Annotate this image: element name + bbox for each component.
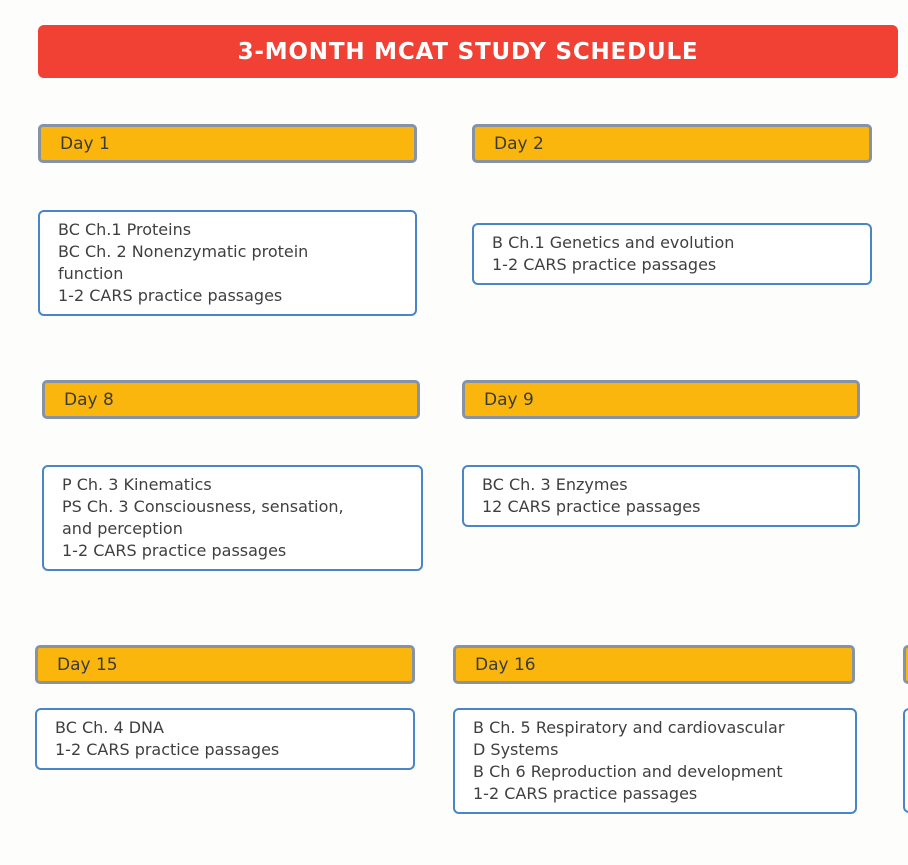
task-line: 1-2 CARS practice passages [55, 740, 280, 759]
task-line: B Ch. 5 Respiratory and cardiovascular [473, 718, 785, 737]
task-line: function [58, 264, 124, 283]
day-8-tasks [42, 465, 423, 571]
day-2-label: Day 2 [494, 133, 544, 154]
day-1-header [38, 124, 417, 163]
task-line: 1-2 CARS practice passages [58, 286, 283, 305]
day-1-tasks [38, 210, 417, 316]
task-line: 12 CARS practice passages [482, 497, 701, 516]
task-line: B Ch.1 Genetics and evolution [492, 233, 735, 252]
day-2-header [472, 124, 872, 163]
task-line: BC Ch. 4 DNA [55, 718, 164, 737]
task-line: 1-2 CARS practice passages [492, 255, 717, 274]
day-15-header [35, 645, 415, 684]
day-8-label: Day 8 [64, 389, 114, 410]
day-8-header [42, 380, 420, 419]
day-9-tasks [462, 465, 860, 527]
task-line: BC Ch. 2 Nonenzymatic protein [58, 242, 309, 261]
day-1-label: Day 1 [60, 133, 110, 154]
day-9-header [462, 380, 860, 419]
page-title: 3-MONTH MCAT STUDY SCHEDULE [38, 25, 898, 78]
day-16-tasks [453, 708, 857, 814]
task-line: BC Ch.1 Proteins [58, 220, 192, 239]
task-line: BC Ch. 3 Enzymes [482, 475, 628, 494]
day-15-label: Day 15 [57, 654, 118, 675]
task-line: D Systems [473, 740, 559, 759]
partial-day-box [903, 708, 908, 813]
task-line: 1-2 CARS practice passages [62, 541, 287, 560]
task-line: 1-2 CARS practice passages [473, 784, 698, 803]
partial-day-header [903, 645, 908, 684]
day-9-label: Day 9 [484, 389, 534, 410]
day-2-tasks [472, 223, 872, 285]
day-15-tasks [35, 708, 415, 770]
task-line: PS Ch. 3 Consciousness, sensation, [62, 497, 344, 516]
task-line: P Ch. 3 Kinematics [62, 475, 212, 494]
day-16-header [453, 645, 855, 684]
task-line: and perception [62, 519, 183, 538]
task-line: B Ch 6 Reproduction and development [473, 762, 783, 781]
day-16-label: Day 16 [475, 654, 536, 675]
